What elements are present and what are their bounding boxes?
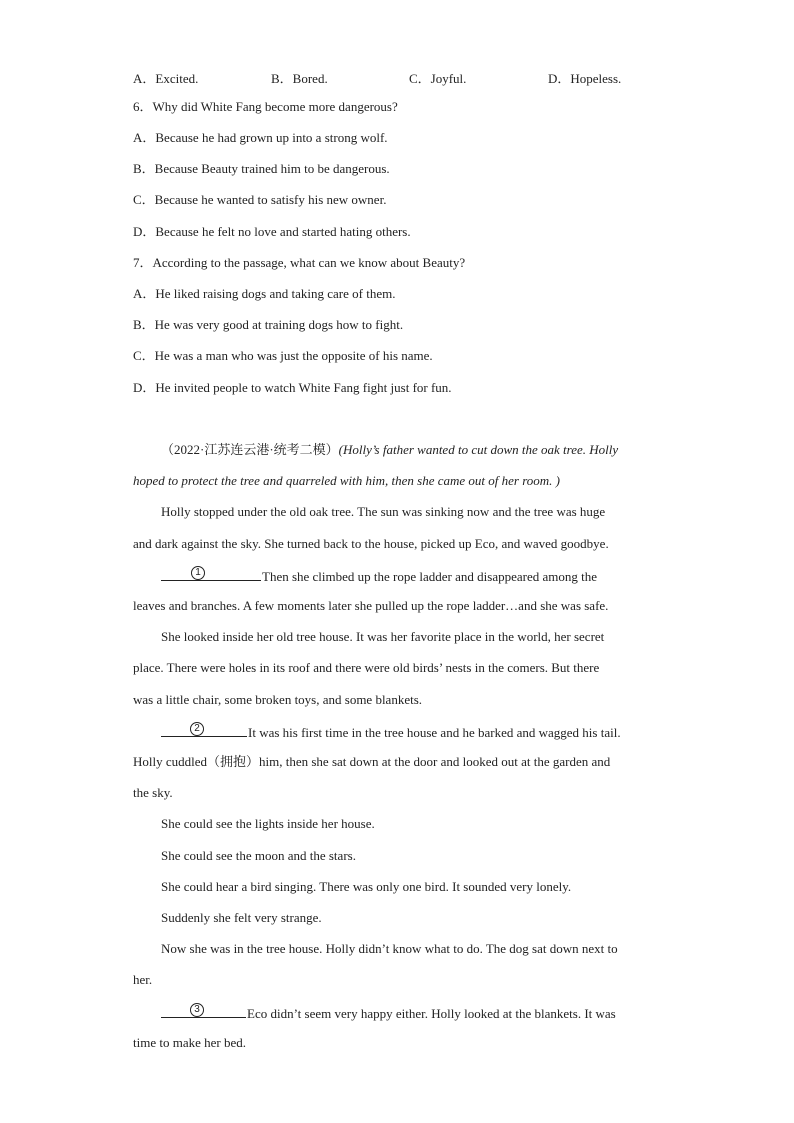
q6-option-b[interactable]: B．Because Beauty trained him to be dangerous. — [133, 161, 390, 176]
para8: Suddenly she felt very strange. — [161, 910, 322, 925]
blank-1[interactable] — [161, 567, 261, 581]
q5-option-a[interactable]: A．Excited. — [133, 71, 199, 86]
passage-header — [161, 442, 618, 458]
q5-options-row — [133, 68, 653, 84]
q7-stem: 7．According to the passage, what can we know about Beauty? — [133, 255, 466, 270]
para3-line1: She looked inside her old tree house. It was her favorite place in the world, her secret — [161, 629, 605, 644]
para4-line3: the sky. — [133, 785, 173, 800]
blank-number-1: 1 — [191, 566, 205, 580]
q5-option-d[interactable]: D．Hopeless. — [548, 71, 622, 86]
q7-option-a[interactable]: A．He liked raising dogs and taking care of them. — [133, 286, 396, 301]
passage-intro-line1: (Holly’s father wanted to cut down the oak tree. Holly — [338, 442, 619, 457]
para5: She could see the lights inside her house. — [161, 816, 375, 831]
para2-line1 — [161, 567, 597, 585]
q6-stem: 6．Why did White Fang become more dangerous? — [133, 99, 398, 114]
blank-number-2: 2 — [190, 722, 204, 736]
q7-option-c[interactable]: C．He was a man who was just the opposite of his name. — [133, 348, 433, 363]
para10-line2: time to make her bed. — [133, 1035, 246, 1050]
para10-line1-text: Eco didn’t seem very happy either. Holly looked at the blankets. It was — [247, 1006, 616, 1021]
q7-option-d[interactable]: D．He invited people to watch White Fang fight just for fun. — [133, 380, 452, 395]
para6: She could see the moon and the stars. — [161, 848, 356, 863]
para4-line1 — [161, 723, 621, 741]
para1-line1: Holly stopped under the old oak tree. The sun was sinking now and the tree was huge — [161, 504, 606, 519]
para10-line1 — [161, 1004, 616, 1022]
q6-option-a[interactable]: A．Because he had grown up into a strong wolf. — [133, 130, 388, 145]
para9-line2: her. — [133, 972, 153, 987]
q5-option-c[interactable]: C．Joyful. — [409, 71, 467, 86]
para3-line3: was a little chair, some broken toys, and some blankets. — [133, 692, 423, 707]
passage-source: （2022·江苏连云港·统考二模） — [161, 442, 339, 457]
blank-number-3: 3 — [190, 1003, 204, 1017]
para2-line1-text: Then she climbed up the rope ladder and disappeared among the — [262, 569, 597, 584]
q5-option-b[interactable]: B．Bored. — [271, 71, 328, 86]
para4-line2: Holly cuddled（拥抱）him, then she sat down at the door and looked out at the garden and — [133, 754, 611, 769]
q6-option-c[interactable]: C．Because he wanted to satisfy his new owner. — [133, 192, 387, 207]
para2-line2: leaves and branches. A few moments later she pulled up the rope ladder…and she was safe. — [133, 598, 609, 613]
para4-line1-text: It was his first time in the tree house and he barked and wagged his tail. — [248, 725, 621, 740]
q6-option-d[interactable]: D．Because he felt no love and started hating others. — [133, 224, 411, 239]
para9-line1: Now she was in the tree house. Holly didn’t know what to do. The dog sat down next to — [161, 941, 618, 956]
passage-intro-line2: hoped to protect the tree and quarreled with him, then she came out of her room. ) — [133, 473, 561, 488]
para7: She could hear a bird singing. There was only one bird. It sounded very lonely. — [161, 879, 572, 894]
para1-line2: and dark against the sky. She turned back to the house, picked up Eco, and waved goodbye. — [133, 536, 609, 551]
para3-line2: place. There were holes in its roof and there were old birds’ nests in the comers. But there — [133, 660, 600, 675]
blank-2[interactable] — [161, 723, 247, 737]
blank-3[interactable] — [161, 1004, 246, 1018]
q7-option-b[interactable]: B．He was very good at training dogs how to fight. — [133, 317, 404, 332]
